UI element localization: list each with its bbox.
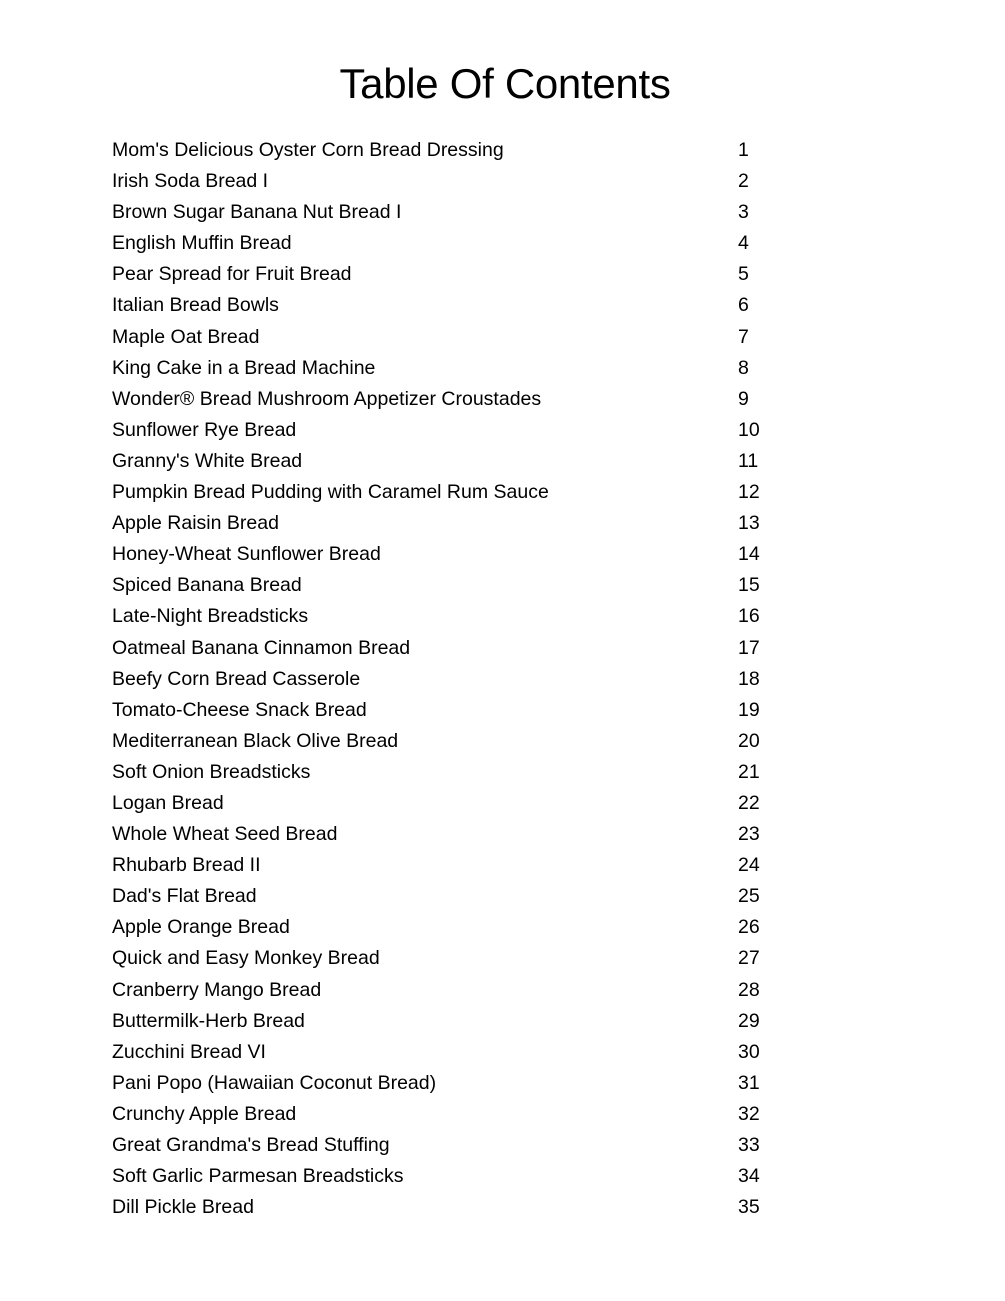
toc-entry-title: Oatmeal Banana Cinnamon Bread xyxy=(112,636,411,659)
toc-entry-page-number: 15 xyxy=(738,574,760,597)
toc-entry[interactable] xyxy=(112,135,812,166)
toc-entry-title: English Muffin Bread xyxy=(112,232,292,255)
toc-entry-title: Italian Bread Bowls xyxy=(112,294,279,317)
toc-entry-page-number: 13 xyxy=(738,512,760,535)
toc-entry-page-number: 18 xyxy=(738,667,760,690)
toc-entry[interactable] xyxy=(112,601,812,632)
toc-entry-page-number: 35 xyxy=(738,1196,760,1219)
toc-entry-page-number: 3 xyxy=(738,201,749,224)
toc-entry-page-number: 28 xyxy=(738,978,760,1001)
toc-entry-page-number: 23 xyxy=(738,823,760,846)
toc-entry[interactable] xyxy=(112,975,812,1006)
toc-entry-title: Mediterranean Black Olive Bread xyxy=(112,729,399,752)
toc-entry-title: Cranberry Mango Bread xyxy=(112,978,322,1001)
toc-entry[interactable] xyxy=(112,353,812,384)
toc-entry-title: Sunflower Rye Bread xyxy=(112,418,297,441)
toc-entry-page-number: 20 xyxy=(738,729,760,752)
toc-entry[interactable] xyxy=(112,322,812,353)
toc-entry[interactable] xyxy=(112,881,812,912)
toc-entry-title: Pumpkin Bread Pudding with Caramel Rum Sauce xyxy=(112,481,549,504)
toc-entry-page-number: 29 xyxy=(738,1009,760,1032)
toc-entry[interactable] xyxy=(112,446,812,477)
toc-entry[interactable] xyxy=(112,197,812,228)
toc-entry[interactable] xyxy=(112,1161,812,1192)
toc-entry[interactable] xyxy=(112,819,812,850)
toc-entry[interactable] xyxy=(112,1006,812,1037)
toc-entry-title: Crunchy Apple Bread xyxy=(112,1102,297,1125)
toc-entry[interactable] xyxy=(112,228,812,259)
toc-entry-page-number: 24 xyxy=(738,854,760,877)
toc-entry[interactable] xyxy=(112,943,812,974)
toc-entry-page-number: 33 xyxy=(738,1134,760,1156)
toc-entry-title: Great Grandma's Bread Stuffing xyxy=(112,1134,390,1156)
toc-entry[interactable] xyxy=(112,726,812,757)
toc-entry-title: Quick and Easy Monkey Bread xyxy=(112,947,380,970)
toc-entry-page-number: 7 xyxy=(738,325,749,348)
toc-entry-title: Soft Onion Breadsticks xyxy=(112,760,311,783)
toc-entry[interactable] xyxy=(112,166,812,197)
toc-entry-title: Maple Oat Bread xyxy=(112,325,260,348)
toc-entry-page-number: 19 xyxy=(738,698,760,721)
toc-entry-page-number: 26 xyxy=(738,916,760,939)
toc-entry-page-number: 6 xyxy=(738,294,749,317)
toc-entry-title: Zucchini Bread VI xyxy=(112,1040,266,1063)
toc-entry-title: Logan Bread xyxy=(112,791,224,814)
toc-entry[interactable] xyxy=(112,570,812,601)
toc-entry[interactable] xyxy=(112,1099,812,1130)
toc-entry-page-number: 10 xyxy=(738,418,760,441)
toc-entry-page-number: 31 xyxy=(738,1071,760,1094)
toc-entry-page-number: 5 xyxy=(738,263,749,286)
toc-entry[interactable] xyxy=(112,477,812,508)
toc-entry-page-number: 9 xyxy=(738,387,749,410)
toc-entry[interactable] xyxy=(112,788,812,819)
toc-entry-title: Wonder® Bread Mushroom Appetizer Croustades xyxy=(112,387,542,410)
toc-entry[interactable] xyxy=(112,912,812,943)
page-title: Table Of Contents xyxy=(339,60,671,107)
toc-entry-title: Late-Night Breadsticks xyxy=(112,605,309,628)
toc-entry[interactable] xyxy=(112,664,812,695)
toc-entry-page-number: 16 xyxy=(738,605,760,628)
toc-entry-page-number: 4 xyxy=(738,232,749,255)
toc-entry-page-number: 8 xyxy=(738,356,749,379)
toc-entry[interactable] xyxy=(112,508,812,539)
toc-entry-page-number: 11 xyxy=(738,449,759,472)
toc-entry-page-number: 12 xyxy=(738,481,760,504)
toc-entry[interactable] xyxy=(112,1037,812,1068)
toc-entry[interactable] xyxy=(112,290,812,321)
toc-entry[interactable] xyxy=(112,633,812,664)
toc-entry-title: Apple Raisin Bread xyxy=(112,512,279,535)
toc-entry-page-number: 27 xyxy=(738,947,760,970)
toc-entry-title: Tomato-Cheese Snack Bread xyxy=(112,698,367,721)
toc-entry-page-number: 14 xyxy=(738,543,760,566)
toc-entry[interactable] xyxy=(112,539,812,570)
toc-entry-title: Buttermilk-Herb Bread xyxy=(112,1009,305,1032)
toc-entry-page-number: 1 xyxy=(738,139,749,161)
toc-entry-page-number: 34 xyxy=(738,1165,760,1188)
toc-entry-title: Pear Spread for Fruit Bread xyxy=(112,263,352,286)
toc-entry[interactable] xyxy=(112,757,812,788)
toc-entry-title: Honey-Wheat Sunflower Bread xyxy=(112,543,381,566)
toc-entry-title: Soft Garlic Parmesan Breadsticks xyxy=(112,1165,404,1188)
toc-entry-title: Whole Wheat Seed Bread xyxy=(112,823,338,846)
toc-entry[interactable] xyxy=(112,1192,812,1223)
toc-entry-title: Beefy Corn Bread Casserole xyxy=(112,667,361,690)
toc-entry-title: Mom's Delicious Oyster Corn Bread Dressing xyxy=(112,139,504,161)
toc-entry-page-number: 30 xyxy=(738,1040,760,1063)
toc-entry-page-number: 21 xyxy=(738,760,760,783)
toc-entry-page-number: 17 xyxy=(738,636,760,659)
toc-entry-title: King Cake in a Bread Machine xyxy=(112,356,376,379)
toc-entry-title: Rhubarb Bread II xyxy=(112,854,261,877)
toc-entry-title: Irish Soda Bread I xyxy=(112,170,269,193)
toc-entry-title: Granny's White Bread xyxy=(112,449,303,472)
toc-entry[interactable] xyxy=(112,1068,812,1099)
toc-entry[interactable] xyxy=(112,695,812,726)
toc-entry-title: Pani Popo (Hawaiian Coconut Bread) xyxy=(112,1071,437,1094)
toc-entry[interactable] xyxy=(112,384,812,415)
toc-entry-page-number: 25 xyxy=(738,885,760,908)
toc-entry-title: Dad's Flat Bread xyxy=(112,885,257,908)
toc-entry[interactable] xyxy=(112,415,812,446)
toc-entry-title: Apple Orange Bread xyxy=(112,916,290,939)
toc-entry-title: Spiced Banana Bread xyxy=(112,574,302,597)
toc-entry-page-number: 22 xyxy=(738,791,760,814)
toc-entry-page-number: 2 xyxy=(738,170,749,193)
toc-list xyxy=(112,135,812,1223)
toc-entry[interactable] xyxy=(112,259,812,290)
toc-entry[interactable] xyxy=(112,1130,812,1161)
toc-entry-page-number: 32 xyxy=(738,1102,760,1125)
toc-entry-title: Dill Pickle Bread xyxy=(112,1196,254,1219)
toc-entry[interactable] xyxy=(112,850,812,881)
toc-entry-title: Brown Sugar Banana Nut Bread I xyxy=(112,201,402,224)
